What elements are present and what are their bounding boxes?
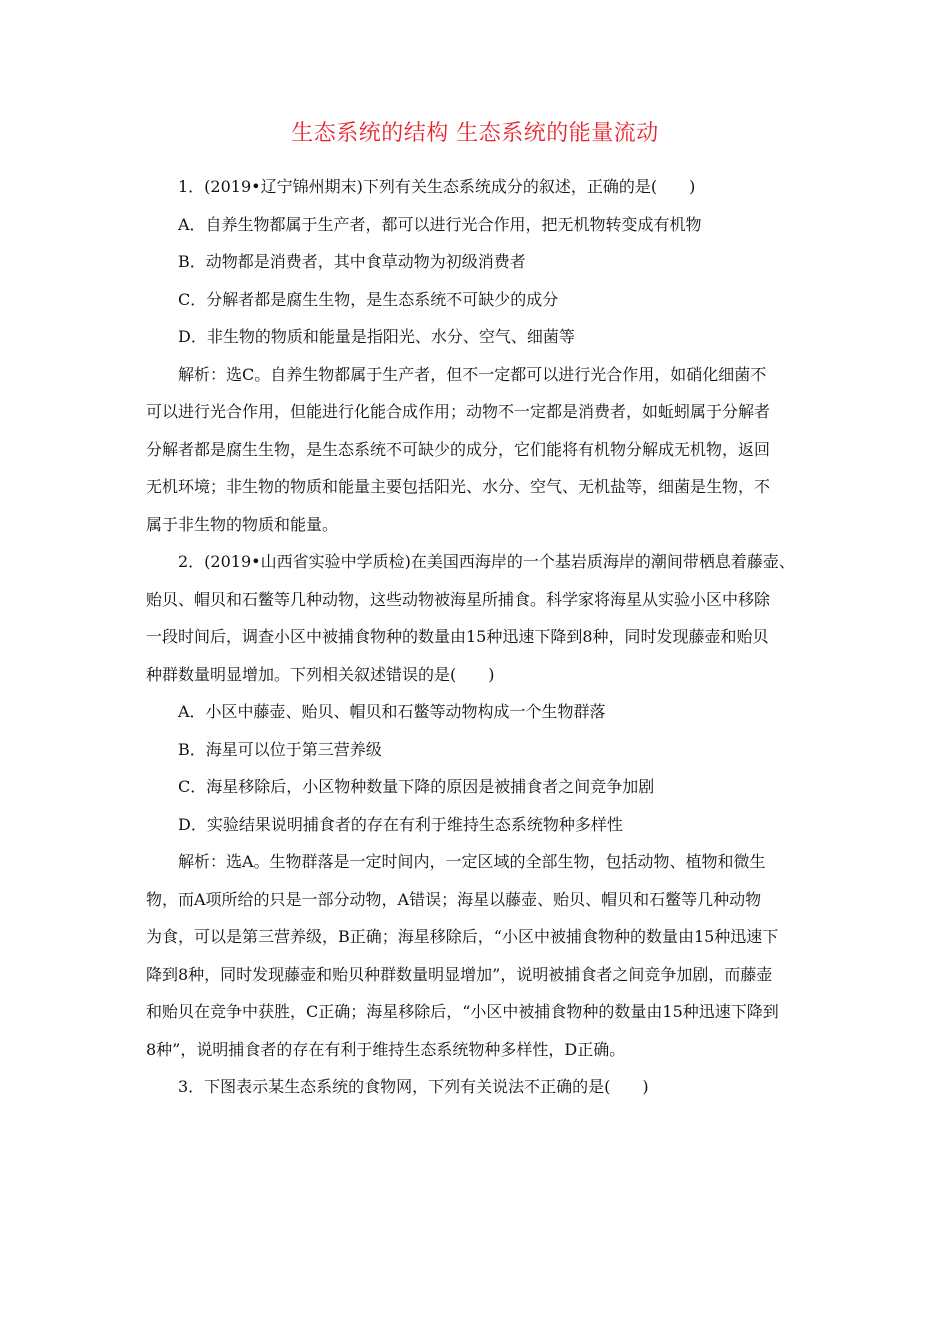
text-line: 2．(2019•山西省实验中学质检)在美国西海岸的一个基岩质海岸的潮间带栖息着藤壶、 [178, 552, 795, 571]
document-body [146, 168, 814, 1106]
text-line: 一段时间后，调查小区中被捕食物种的数量由15种迅速下降到8种，同时发现藤壶和贻贝 [146, 627, 769, 646]
text-line: 种群数量明显增加。下列相关叙述错误的是( ) [146, 664, 495, 684]
text-line: 8种”，说明捕食者的存在有利于维持生态系统物种多样性，D正确。 [146, 1039, 626, 1059]
text-line: 分解者都是腐生生物，是生态系统不可缺少的成分，它们能将有机物分解成无机物，返回 [146, 439, 771, 459]
text-line: 无机环境；非生物的物质和能量主要包括阳光、水分、空气、无机盐等，细菌是生物，不 [146, 477, 771, 496]
text-line: 属于非生物的物质和能量。 [146, 514, 339, 534]
text-line: A．自养生物都属于生产者，都可以进行光合作用，把无机物转变成有机物 [178, 214, 702, 234]
text-line: 和贻贝在竞争中获胜，C正确；海星移除后，“小区中被捕食物种的数量由15种迅速下降到 [146, 1002, 779, 1021]
page-title: 生态系统的结构 生态系统的能量流动 [291, 121, 659, 146]
text-line: 贻贝、帽贝和石鳖等几种动物，这些动物被海星所捕食。科学家将海星从实验小区中移除 [146, 589, 771, 609]
text-line: 1．(2019•辽宁锦州期末)下列有关生态系统成分的叙述，正确的是( ) [178, 177, 696, 196]
text-line: 降到8种，同时发现藤壶和贻贝种群数量明显增加”，说明被捕食者之间竞争加剧，而藤壶 [146, 964, 773, 984]
text-line: 解析：选A。生物群落是一定时间内，一定区域的全部生物，包括动物、植物和微生 [178, 852, 766, 871]
text-line: B．动物都是消费者，其中食草动物为初级消费者 [178, 252, 526, 271]
text-line: C．分解者都是腐生生物，是生态系统不可缺少的成分 [178, 289, 559, 309]
text-line: B．海星可以位于第三营养级 [178, 739, 382, 759]
text-line: 解析：选C。自养生物都属于生产者，但不一定都可以进行光合作用，如硝化细菌不 [178, 364, 767, 384]
text-line: 为食，可以是第三营养级，B正确；海星移除后，“小区中被捕食物种的数量由15种迅速下 [146, 927, 779, 946]
text-line: 3．下图表示某生态系统的食物网，下列有关说法不正确的是( ) [178, 1077, 649, 1096]
text-line: A．小区中藤壶、贻贝、帽贝和石鳖等动物构成一个生物群落 [178, 702, 606, 721]
text-line: C．海星移除后，小区物种数量下降的原因是被捕食者之间竞争加剧 [178, 777, 655, 796]
text-line: D．实验结果说明捕食者的存在有利于维持生态系统物种多样性 [178, 814, 623, 834]
text-line: 可以进行光合作用，但能进行化能合成作用；动物不一定都是消费者，如蚯蚓属于分解者 [146, 402, 771, 421]
text-line: D．非生物的物质和能量是指阳光、水分、空气、细菌等 [178, 327, 575, 346]
text-line: 物，而A项所给的只是一部分动物，A错误；海星以藤壶、贻贝、帽贝和石鳖等几种动物 [146, 889, 762, 909]
